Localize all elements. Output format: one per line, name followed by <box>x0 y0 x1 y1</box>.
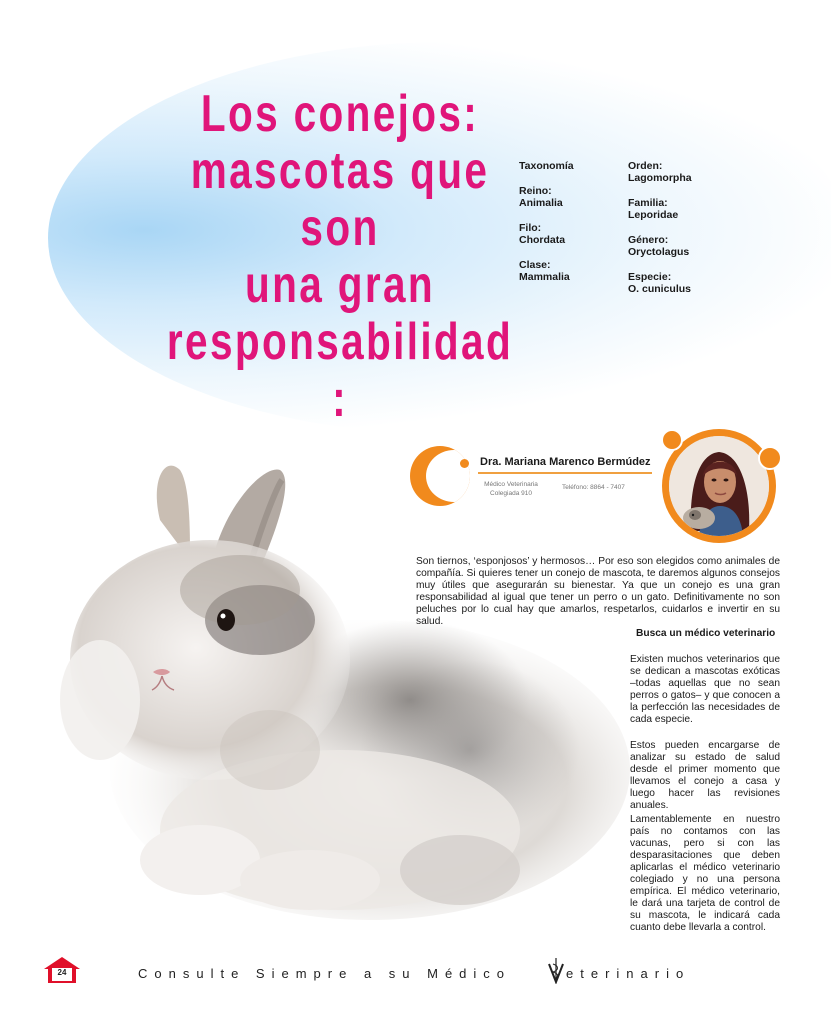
taxonomy-filo: Filo: Chordata <box>519 222 566 246</box>
author-credentials: Médico Veterinaria Colegiada 910 <box>484 481 538 497</box>
taxonomy-genero: Género: Oryctolagus <box>628 234 690 258</box>
article-paragraph: Lamentablemente en nuestro país no contamos con las vacunas, pero si con las desparasitaciones que deben aplicarlas el médico veterinario colegiado y no una persona empírica. El médico veterinario, le dará una tarjeta de control de su mascota, le indicará cada cuanto debe llevarla a control. <box>630 814 780 933</box>
taxonomy-heading: Taxonomía <box>519 160 574 172</box>
headline-line-3: son <box>300 199 380 257</box>
article-intro: Son tiernos, ‘esponjosos’ y hermosos… Por eso son elegidos como animales de compañía. Si quieres tener un conejo de mascota, te daremos algunos consejos muy útiles que asegurarán su bienestar. Ya que un conejo es una gran responsabilidad al igual que tener un perro o un gato. Definitivamente no son peluches por lo cual hay que amarlos, respetarlos, cuidarlos e invertir en su salud. <box>416 556 780 627</box>
footer-slogan-end: eterinario <box>566 966 691 981</box>
taxonomy-familia: Familia: Leporidae <box>628 197 679 221</box>
taxonomy-especie: Especie: O. cuniculus <box>628 271 692 295</box>
author-name: Dra. Mariana Marenco Bermúdez <box>480 456 651 468</box>
orange-accent-dot-icon <box>758 446 782 470</box>
veterinary-caduceus-v-icon <box>548 958 564 984</box>
headline-line-1: Los conejos: <box>200 85 480 143</box>
taxonomy-orden: Orden: Lagomorpha <box>628 160 692 184</box>
orange-crescent-icon <box>410 446 470 506</box>
footer-slogan: Consulte Siempre a su Médico <box>138 966 512 981</box>
article-paragraph: Existen muchos veterinarios que se dedican a mascotas exóticas –todas aquellas que no sean perros o gatos– y que conocen a la perfección las necesidades de cada especie. <box>630 654 780 725</box>
author-phone: Teléfono: 8864 - 7407 <box>562 484 625 491</box>
orange-accent-dot-icon <box>661 429 683 451</box>
page-number: 24 <box>57 968 67 977</box>
article-subheading: Busca un médico veterinario <box>636 628 776 639</box>
taxonomy-clase: Clase: Mammalia <box>519 259 570 283</box>
article-headline <box>161 86 520 428</box>
author-portrait-photo <box>669 436 769 536</box>
orange-dot-icon <box>460 459 469 468</box>
article-paragraph: Estos pueden encargarse de analizar su estado de salud desde el primer momento que llevamos el conejo a casa y luego hacer las revisiones anuales. <box>630 740 780 811</box>
taxonomy-reino: Reino: Animalia <box>519 185 563 209</box>
author-divider <box>478 472 652 474</box>
taxonomy-right-column <box>628 160 692 308</box>
headline-line-4: una gran <box>244 256 435 314</box>
headline-line-2: mascotas que <box>190 142 490 200</box>
headline-line-5: responsabilidad : <box>166 313 514 428</box>
taxonomy-left-column <box>519 160 574 296</box>
